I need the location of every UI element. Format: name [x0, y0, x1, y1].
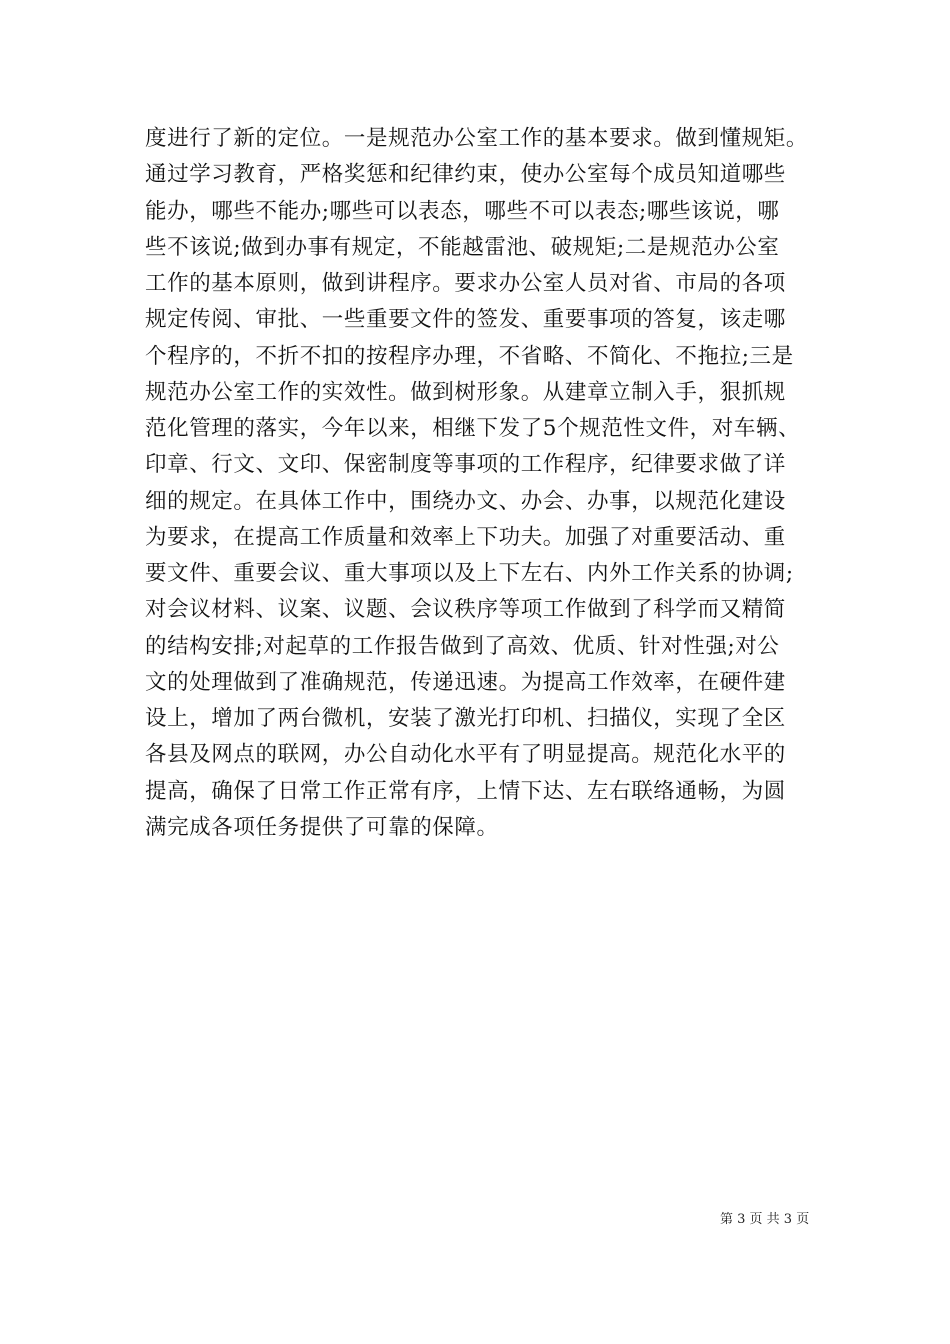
text-line: 文的处理做到了准确规范，传递迅速。为提高工作效率，在硬件建	[145, 669, 786, 695]
text-line: 印章、行文、文印、保密制度等事项的工作程序，纪律要求做了详	[145, 452, 786, 478]
text-line: 范化管理的落实，今年以来，相继下发了5个规范性文件，对车辆、	[145, 416, 801, 441]
text-line: 细的规定。在具体工作中，围绕办文、办会、办事，以规范化建设	[145, 488, 786, 514]
text-line: 工作的基本原则，做到讲程序。要求办公室人员对省、市局的各项	[145, 271, 786, 296]
text-line: 规范办公室工作的实效性。做到树形象。从建章立制入手，狠抓规	[145, 379, 786, 405]
text-line: 些不该说;做到办事有规定，不能越雷池、破规矩;二是规范办公室	[145, 234, 780, 260]
text-line: 为要求，在提高工作质量和效率上下功夫。加强了对重要活动、重	[145, 524, 786, 550]
text-line: 提高，确保了日常工作正常有序，上情下达、左右联络通畅，为圆	[145, 778, 786, 804]
text-line: 能办，哪些不能办;哪些可以表态，哪些不可以表态;哪些该说，哪	[145, 198, 780, 224]
text-line: 个程序的，不折不扣的按程序办理，不省略、不简化、不拖拉;三是	[145, 343, 794, 369]
text-line: 对会议材料、议案、议题、会议秩序等项工作做到了科学而又精简	[145, 597, 786, 623]
text-line: 通过学习教育，严格奖惩和纪律约束，使办公室每个成员知道哪些	[145, 162, 786, 188]
body-paragraph	[145, 121, 825, 846]
text-line: 要文件、重要会议、重大事项以及上下左右、内外工作关系的协调;	[145, 561, 794, 586]
text-line: 各县及网点的联网，办公自动化水平有了明显提高。规范化水平的	[145, 742, 786, 768]
page-number-footer: 第 3 页 共 3 页	[720, 1212, 810, 1227]
text-line: 度进行了新的定位。一是规范办公室工作的基本要求。做到懂规矩。	[145, 126, 809, 151]
text-line: 规定传阅、审批、一些重要文件的签发、重要事项的答复，该走哪	[145, 307, 786, 333]
text-line: 设上，增加了两台微机，安装了激光打印机、扫描仪，实现了全区	[145, 706, 786, 731]
text-line: 的结构安排;对起草的工作报告做到了高效、优质、针对性强;对公	[145, 633, 780, 659]
text-line: 满完成各项任务提供了可靠的保障。	[145, 814, 499, 840]
